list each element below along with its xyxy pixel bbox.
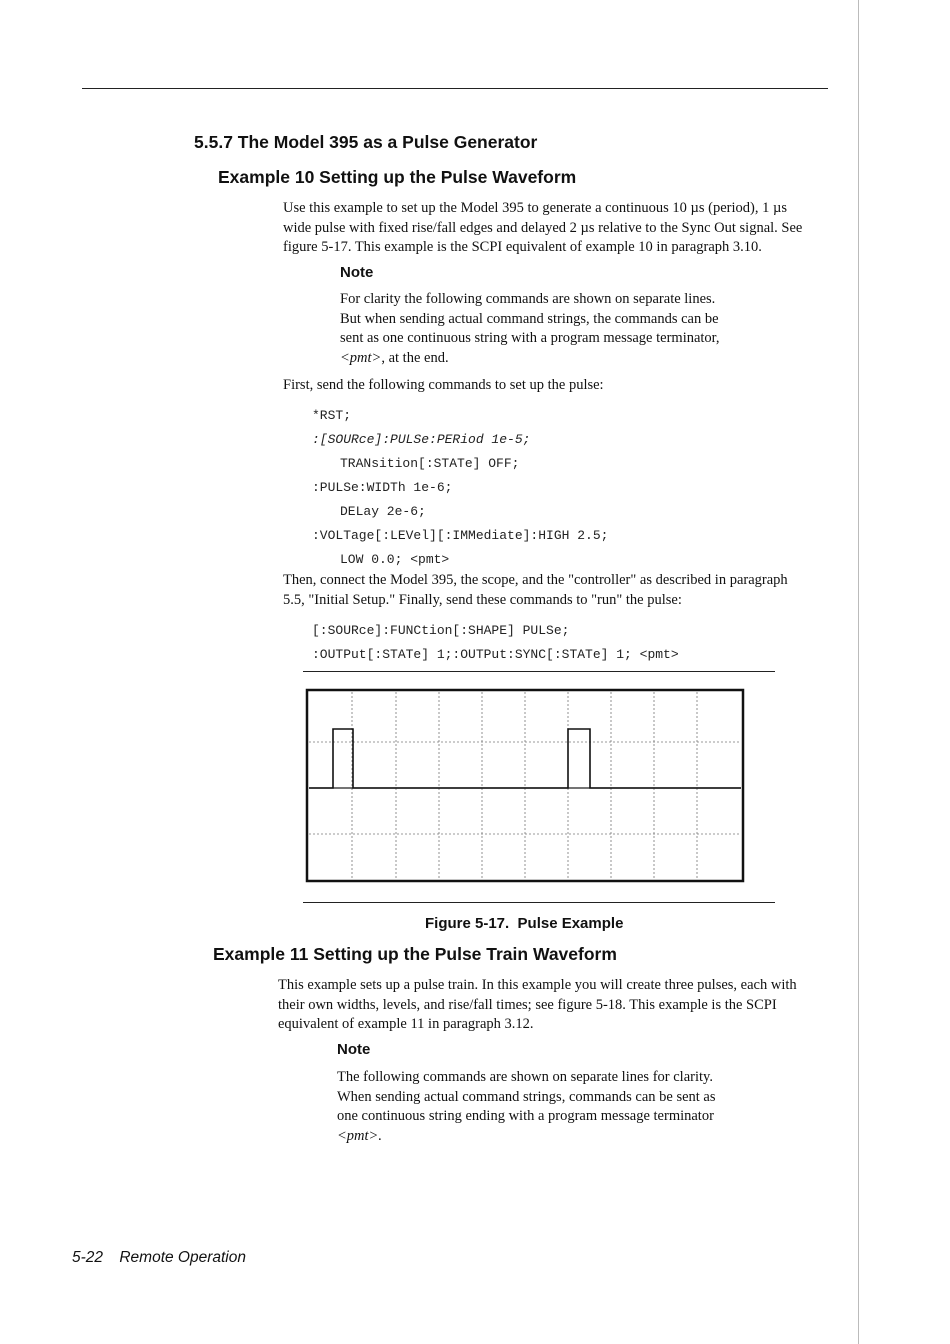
- header-rule: [82, 88, 828, 89]
- note-line: The following commands are shown on separate lines for clarity.: [337, 1069, 713, 1085]
- command-line: :[SOURce]:PULSe:PERiod 1e-5;: [312, 432, 531, 447]
- example11-note-label: Note: [337, 1041, 371, 1058]
- example11-intro: [278, 976, 797, 1035]
- section-heading: 5.5.7 The Model 395 as a Pulse Generator: [194, 132, 538, 152]
- pmt-term: <pmt>: [340, 349, 382, 366]
- command-line: :VOLTage[:LEVel][:IMMediate]:HIGH 2.5;: [312, 528, 609, 543]
- intro-line: Use this example to set up the Model 395 to generate a continuous 10 µs (period), 1 µs: [283, 200, 787, 216]
- intro-line: wide pulse with fixed rise/fall edges and delayed 2 µs relative to the Sync Out signal. See: [283, 219, 803, 236]
- command-line: *RST;: [312, 408, 352, 423]
- example11-note-text: [337, 1068, 716, 1146]
- page-number: 5-22: [72, 1249, 104, 1266]
- figure-bottom-rule: [303, 902, 775, 903]
- example10-heading: Example 10 Setting up the Pulse Waveform: [218, 167, 577, 187]
- example10-intro: [283, 199, 843, 258]
- intro-line: This example sets up a pulse train. In this example you will create three pulses, each with: [278, 977, 797, 993]
- command-line: :PULSe:WIDTh 1e-6;: [312, 480, 453, 495]
- first-instruction: First, send the following commands to set up the pulse:: [283, 377, 604, 393]
- note-line: sent as one continuous string with a program message terminator,: [340, 330, 720, 346]
- intro-line: equivalent of example 11 in paragraph 3.12.: [278, 1016, 534, 1032]
- command-line: DELay 2e-6;: [340, 504, 426, 519]
- intro-line: their own widths, levels, and rise/fall times; see figure 5-18. This example is the SCPI: [278, 996, 777, 1013]
- example10-note-text: [340, 290, 720, 368]
- note-line: [340, 349, 720, 369]
- note-line: But when sending actual command strings, the commands can be: [340, 310, 719, 327]
- pulse-example-figure: [300, 686, 750, 886]
- then-line: 5.5, "Initial Setup." Finally, send these commands to "run" the pulse:: [283, 591, 682, 608]
- note-line: For clarity the following commands are shown on separate lines.: [340, 291, 716, 307]
- command-line: LOW 0.0; <pmt>: [340, 552, 450, 567]
- then-instruction: [283, 571, 788, 610]
- note-line: When sending actual command strings, commands can be sent as: [337, 1088, 716, 1105]
- figure-top-rule: [303, 671, 775, 672]
- run-command-line: [:SOURce]:FUNCtion[:SHAPE] PULSe;: [312, 623, 570, 638]
- page-footer: [72, 1249, 246, 1267]
- example10-note-label: Note: [340, 264, 374, 281]
- then-line: Then, connect the Model 395, the scope, and the "controller" as described in paragraph: [283, 572, 788, 588]
- command-line: TRANsition[:STATe] OFF;: [340, 456, 520, 471]
- run-command-line: :OUTPut[:STATe] 1;:OUTPut:SYNC[:STATe] 1; <pmt>: [312, 647, 679, 662]
- scan-edge-line: [858, 0, 859, 1344]
- footer-section-title: Remote Operation: [119, 1249, 246, 1266]
- example11-heading: Example 11 Setting up the Pulse Train Waveform: [213, 944, 617, 964]
- figure-caption: Figure 5-17. Pulse Example: [425, 915, 624, 932]
- note-line: one continuous string ending with a program message terminator: [337, 1108, 714, 1124]
- note-line-rest: , at the end.: [381, 349, 449, 366]
- intro-line: figure 5-17. This example is the SCPI equivalent of example 10 in paragraph 3.10.: [283, 239, 762, 255]
- note-line: <pmt>.: [337, 1127, 382, 1144]
